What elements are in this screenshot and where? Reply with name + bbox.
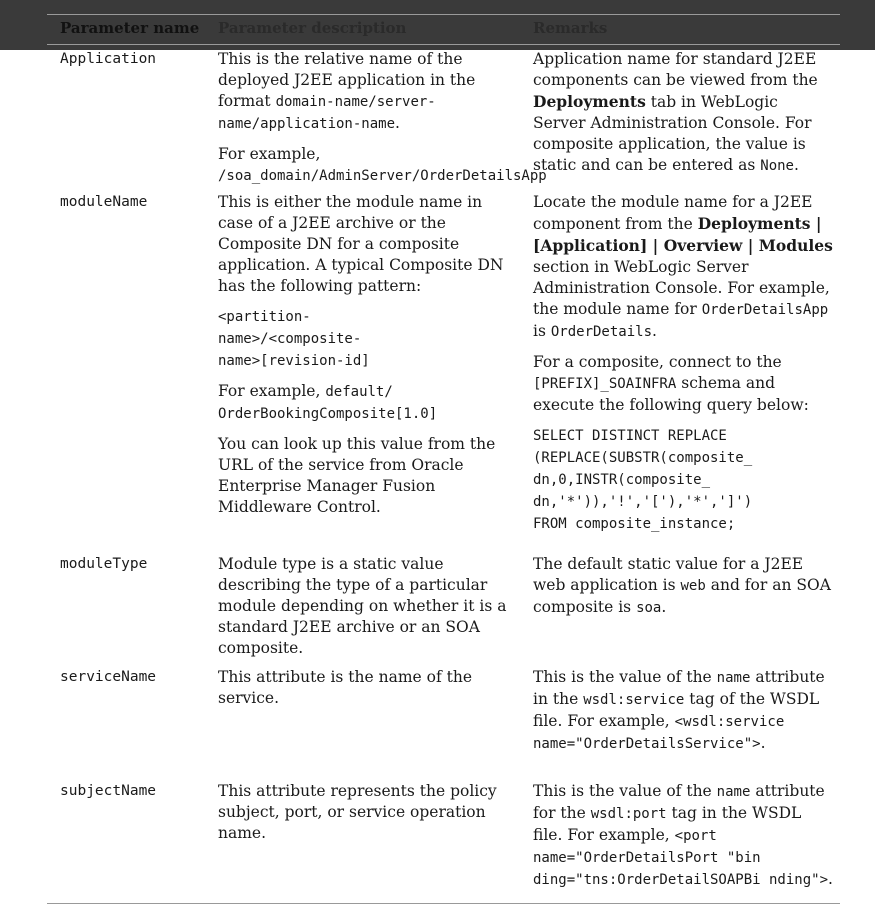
param-description: Module type is a static value describing the type of a particular module depending on whether it is a standard J2EE archive or an SOA composite. [218,555,507,657]
param-description: This is the relative name of the deployed J2EE application in the format domain-name/server-name/application-name. For example, /soa_domain/AdminServer/OrderDetailsApp [218,50,547,184]
table-header [0,0,875,50]
param-remarks: Locate the module name for a J2EE component from the Deployments | [Application] | Overview | Modules section in WebLogic Server Administration Console. For example, the module name for OrderDetailsApp is OrderDetails. For a composite, connect to the [PREFIX]_SOAINFRA schema and execute the following query below: SELECT DISTINCT REPLACE (REPLACE(SUBSTR(composite_ dn,0,INSTR(composite_ dn,'*')),'!','['),'*',']') FROM composite_instance; [533,192,833,535]
table-bottom-rule [47,903,840,904]
param-remarks: This is the value of the name attribute for the wsdl:port tag in the WSDL file. For example, <port name="OrderDetailsPort "bin ding="tns:OrderDetailSOAPBi nding">. [533,782,833,888]
param-remarks: The default static value for a J2EE web application is web and for an SOA composite is soa. [533,555,831,616]
param-description: This attribute is the name of the service. [218,668,473,707]
param-remarks: Application name for standard J2EE components can be viewed from the Deployments tab in WebLogic Server Administration Console. For composite application, the value is static and can be entered as None. [533,50,818,174]
header-remarks: Remarks [533,19,608,37]
header-parameter-description: Parameter description [218,19,407,37]
param-description: This is either the module name in case of a J2EE archive or the Composite DN for a composite application. A typical Composite DN has the following pattern: <partition- name>/<composite- name>[revision-id] For example, default/ OrderBookingComposite[1.0] You can look up this value from the URL of the service from Oracle Enterprise Manager Fusion Middleware Control. [218,193,504,516]
header-parameter-name: Parameter name [60,19,200,37]
sql-query: SELECT DISTINCT REPLACE (REPLACE(SUBSTR(composite_ dn,0,INSTR(composite_ dn,'*')),'!','['),'*',']') FROM composite_instance; [533,428,753,532]
param-name: subjectName [60,783,157,799]
param-name: moduleName [60,194,148,210]
header-bottom-rule [47,44,840,45]
param-remarks: This is the value of the name attribute in the wsdl:service tag of the WSDL file. For example, <wsdl:service name="OrderDetailsService">. [533,668,825,752]
param-description: This attribute represents the policy subject, port, or service operation name. [218,782,497,842]
param-name: Application [60,51,157,67]
header-top-rule [47,14,840,15]
param-name: serviceName [60,669,157,685]
param-name: moduleType [60,556,148,572]
